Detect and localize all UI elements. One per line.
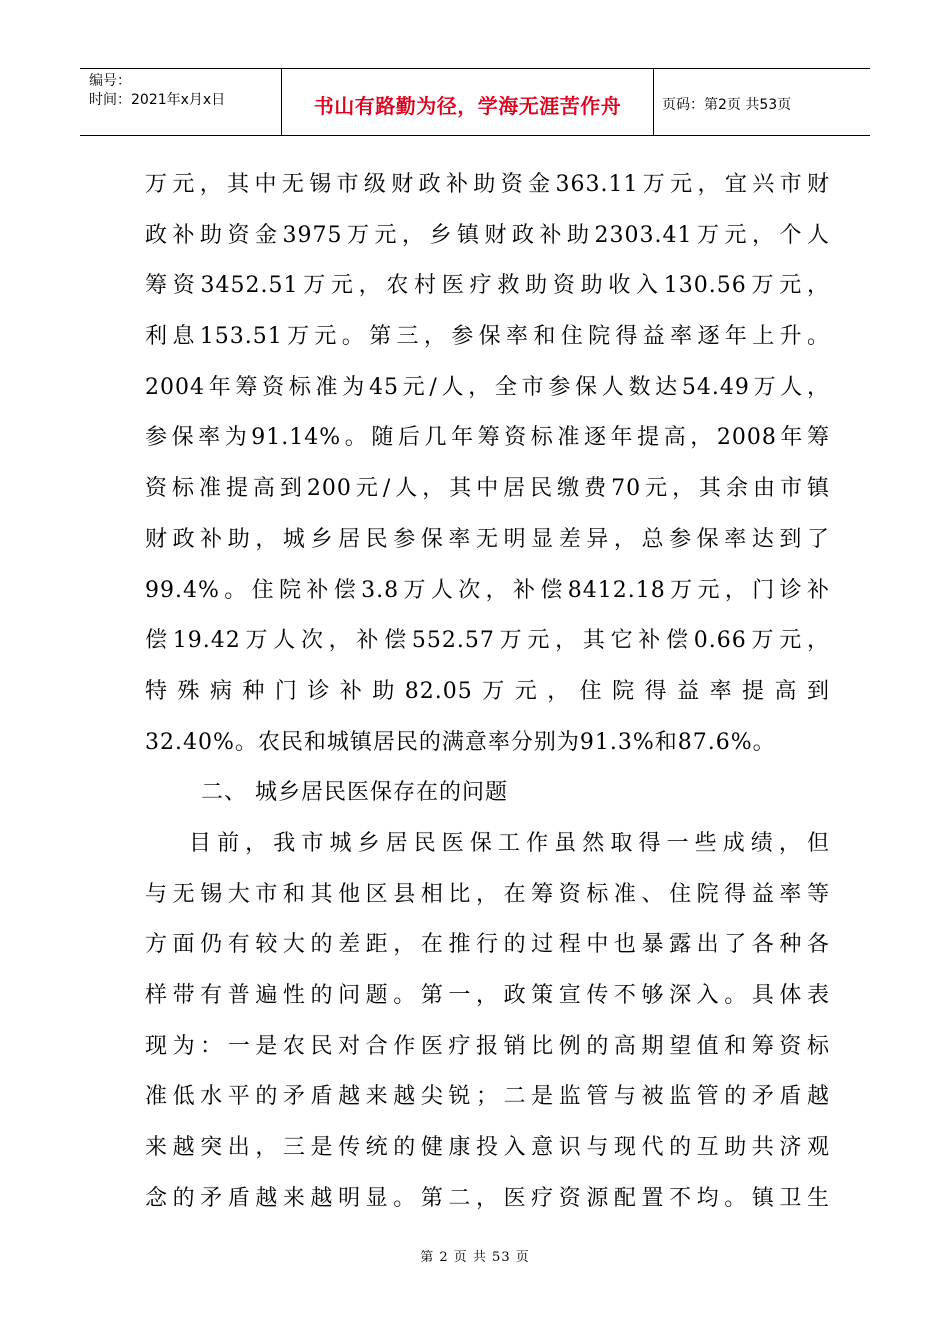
page-header — [80, 68, 870, 136]
body-line: 99.4%。住院补偿3.8万人次，补偿8412.18万元，门诊补 — [145, 577, 830, 603]
body-line: 政补助资金3975万元，乡镇财政补助2303.41万元，个人 — [145, 222, 830, 248]
body-line: 准低水平的矛盾越来越尖锐；二是监管与被监管的矛盾越 — [145, 1084, 830, 1110]
document-body — [145, 160, 830, 1224]
body-line: 万元，其中无锡市级财政补助资金363.11万元，宜兴市财 — [145, 172, 830, 197]
header-meta — [80, 69, 282, 135]
body-line: 偿19.42万人次，补偿552.57万元，其它补偿0.66万元， — [145, 628, 830, 654]
body-line: 样带有普遍性的问题。第一，政策宣传不够深入。具体表 — [145, 983, 830, 1008]
body-line: 念的矛盾越来越明显。第二，医疗资源配置不均。镇卫生 — [145, 1185, 830, 1211]
body-line: 利息153.51万元。第三，参保率和住院得益率逐年上升。 — [145, 324, 830, 350]
body-line: 与无锡大市和其他区县相比，在筹资标准、住院得益率等 — [145, 881, 830, 907]
body-line: 筹资3452.51万元，农村医疗救助资助收入130.56万元， — [145, 273, 830, 299]
body-line: 财政补助，城乡居民参保率无明显差异，总参保率达到了 — [145, 526, 830, 552]
body-line: 方面仍有较大的差距，在推行的过程中也暴露出了各种各 — [145, 932, 830, 958]
body-line: 来越突出，三是传统的健康投入意识与现代的互助共济观 — [145, 1135, 830, 1161]
body-line: 现为：一是农民对合作医疗报销比例的高期望值和筹资标 — [145, 1033, 830, 1059]
header-motto: 书山有路勤为径，学海无涯苦作舟 — [282, 69, 654, 135]
body-line: 2004年筹资标准为45元/人，全市参保人数达54.49万人， — [145, 374, 830, 400]
body-line: 特殊病种门诊补助82.05万元，住院得益率提高到 — [145, 678, 830, 704]
body-line: 32.40%。农民和城镇居民的满意率分别为91.3%和87.6%。 — [145, 729, 776, 755]
body-line: 参保率为91.14%。随后几年筹资标准逐年提高，2008年筹 — [145, 425, 830, 451]
page-footer: 第 2 页 共 53 页 — [420, 1250, 530, 1265]
body-line: 资标准提高到200元/人，其中居民缴费70元，其余由市镇 — [145, 476, 830, 502]
document-number-label: 编号： — [89, 73, 131, 89]
document-time-label: 时间：2021年x月x日 — [89, 92, 226, 108]
header-page-info: 页码：第2页 共53页 — [662, 97, 792, 113]
body-line: 目前，我市城乡居民医保工作虽然取得一些成绩，但 — [189, 830, 830, 856]
section-heading: 二、 城乡居民医保存在的问题 — [201, 780, 508, 806]
